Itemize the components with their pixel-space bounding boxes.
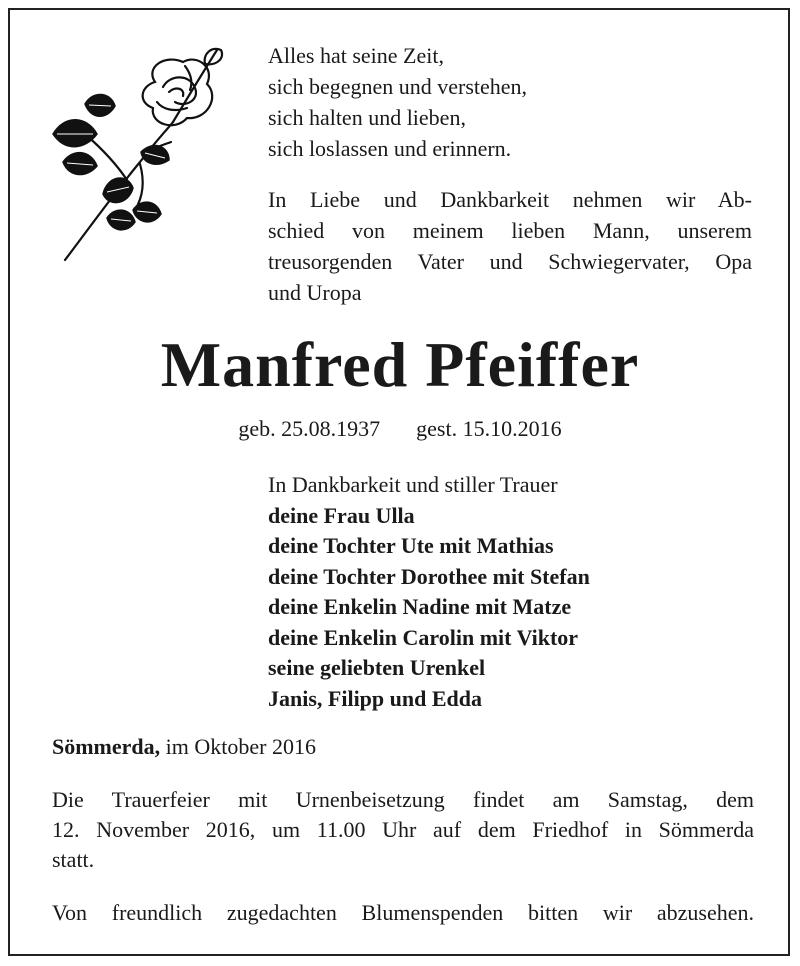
ceremony-line: Die Trauerfeier mit Urnenbeisetzung findet am Samstag, dem xyxy=(52,787,754,812)
intro-line: schied von meinem lieben Mann, unserem xyxy=(268,218,752,243)
birth-date: geb. 25.08.1937 xyxy=(238,416,381,441)
ceremony-text xyxy=(52,785,754,875)
mourners-intro: In Dankbarkeit und stiller Trauer xyxy=(268,472,558,497)
poem-line: sich loslassen und erinnern. xyxy=(268,136,512,161)
mourner: deine Tochter Dorothee mit Stefan xyxy=(268,563,590,589)
mourner: seine geliebten Urenkel xyxy=(268,655,486,680)
flowers-note: Von freundlich zugedachten Blumenspenden bitten wir abzusehen. xyxy=(52,900,754,925)
poem-line: Alles hat seine Zeit, xyxy=(268,43,444,68)
poem-line: sich begegnen und verstehen, xyxy=(268,74,528,99)
ceremony-line: 12. November 2016, um 11.00 Uhr auf dem Friedhof in Sömmerda xyxy=(52,817,754,842)
intro-line: In Liebe und Dankbarkeit nehmen wir Ab- xyxy=(268,187,752,212)
mourner: deine Enkelin Nadine mit Matze xyxy=(268,594,572,619)
place-date: im Oktober 2016 xyxy=(165,734,316,759)
rose-icon xyxy=(45,42,235,267)
life-dates xyxy=(0,416,800,442)
ceremony-line: statt. xyxy=(52,847,95,872)
death-date: gest. 15.10.2016 xyxy=(416,416,562,441)
intro-line: treusorgenden Vater und Schwiegervater, Opa xyxy=(268,249,752,274)
mourner: Janis, Filipp und Edda xyxy=(268,685,483,711)
mourner: deine Frau Ulla xyxy=(268,502,415,528)
place-name: Sömmerda, xyxy=(52,734,161,759)
poem xyxy=(268,40,527,164)
mourner: deine Tochter Ute mit Mathias xyxy=(268,533,554,558)
place-and-date xyxy=(52,734,316,760)
intro-line: und Uropa xyxy=(268,280,362,305)
mourner: deine Enkelin Carolin mit Viktor xyxy=(268,624,579,650)
mourners-list xyxy=(268,470,590,714)
deceased-name: Manfred Pfeiffer xyxy=(160,329,640,400)
intro-text xyxy=(268,184,752,308)
poem-line: sich halten und lieben, xyxy=(268,105,466,130)
